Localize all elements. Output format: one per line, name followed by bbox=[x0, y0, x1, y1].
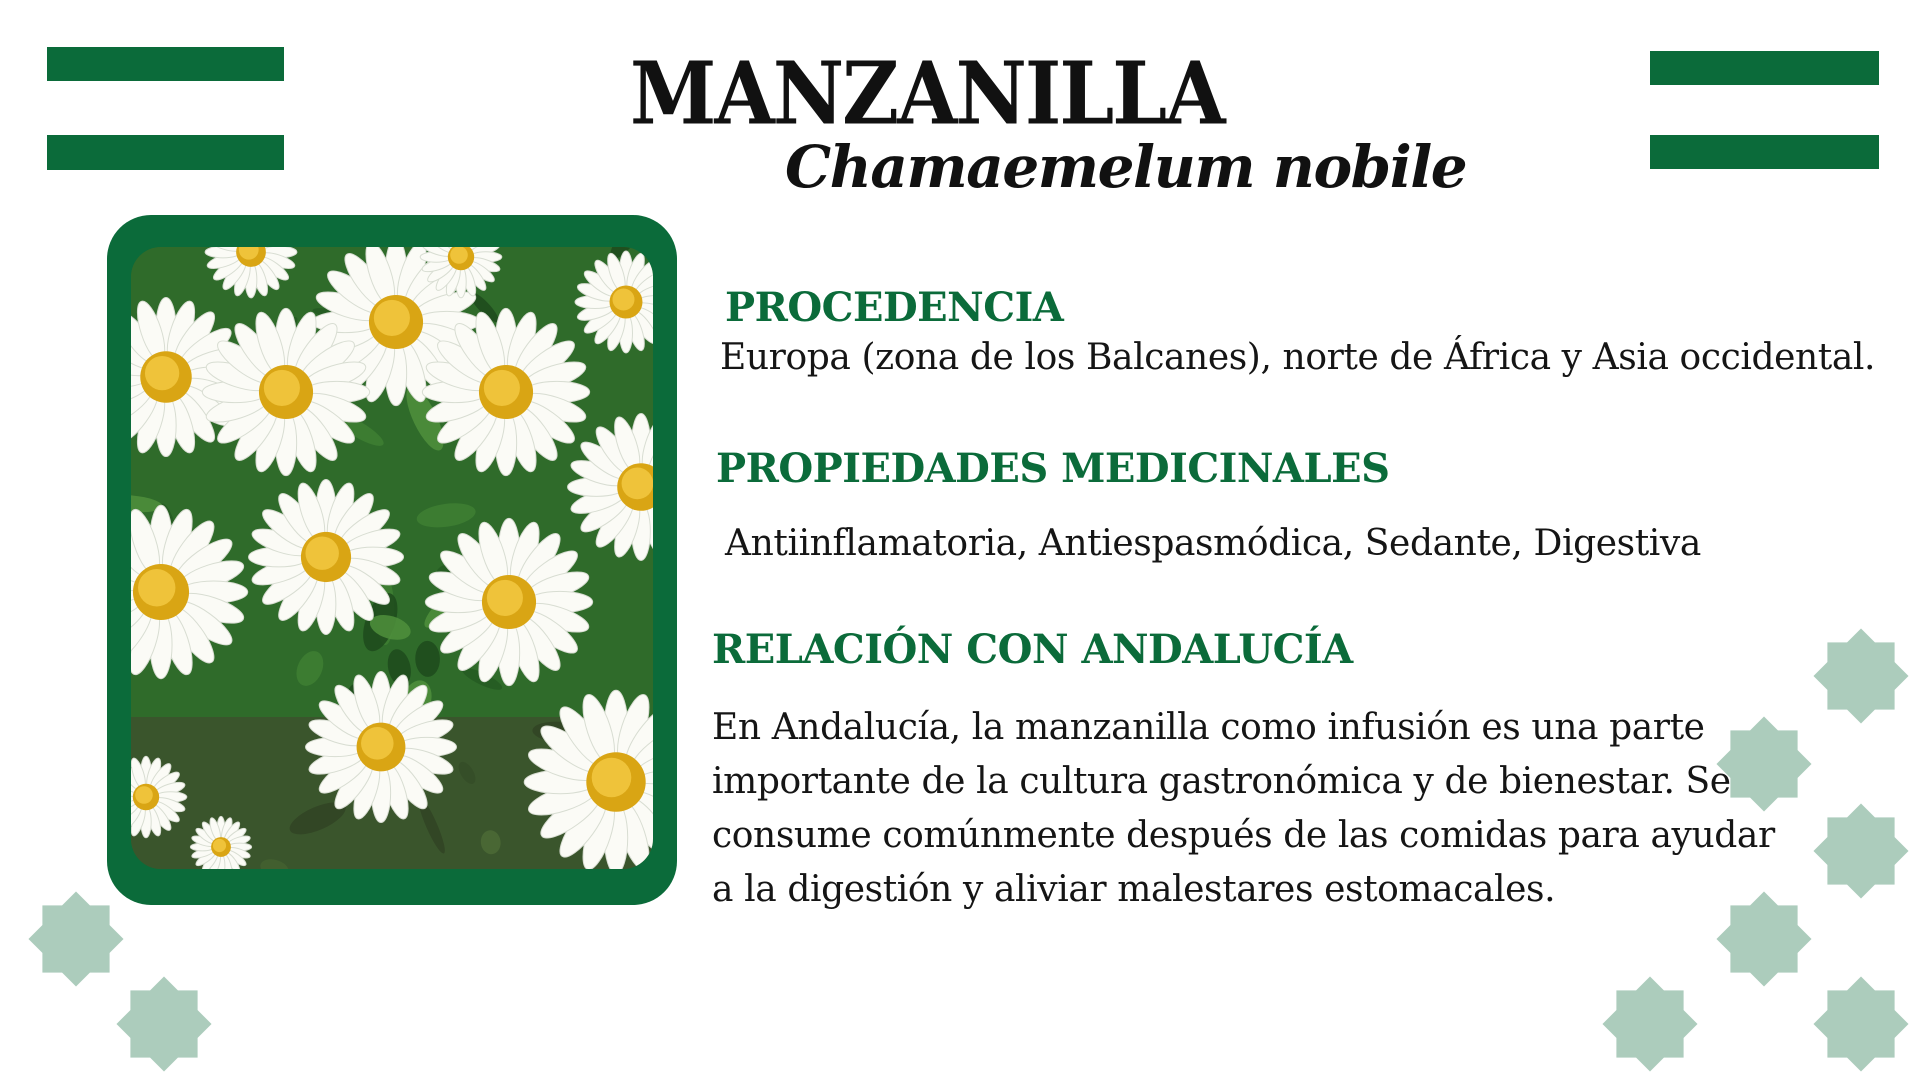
eight-point-star-icon bbox=[1708, 708, 1820, 820]
scientific-name: Chamaemelum nobile bbox=[785, 138, 1466, 196]
propiedades-text: Antiinflamatoria, Antiespasmódica, Sedante, Digestiva bbox=[725, 517, 1701, 571]
propiedades-heading: PROPIEDADES MEDICINALES bbox=[716, 449, 1389, 489]
flag-stripe-left-top bbox=[47, 47, 284, 81]
flag-stripe-right-top bbox=[1650, 51, 1879, 85]
eight-point-star-icon bbox=[1805, 795, 1917, 907]
eight-point-star-icon bbox=[1805, 968, 1917, 1080]
eight-point-star-icon bbox=[1594, 968, 1706, 1080]
image-frame bbox=[107, 215, 677, 905]
chamomile-flowers-illustration bbox=[131, 247, 653, 869]
page-title: MANZANILLA bbox=[630, 52, 1224, 138]
eight-point-star-icon bbox=[1708, 883, 1820, 995]
procedencia-text: Europa (zona de los Balcanes), norte de África y Asia occidental. bbox=[720, 331, 1875, 385]
eight-point-star-icon bbox=[108, 968, 220, 1080]
procedencia-heading: PROCEDENCIA bbox=[725, 288, 1063, 328]
flag-stripe-right-bottom bbox=[1650, 135, 1879, 169]
flag-stripe-left-bottom bbox=[47, 135, 284, 170]
relacion-heading: RELACIÓN CON ANDALUCÍA bbox=[712, 630, 1353, 670]
relacion-line: a la digestión y aliviar malestares estomacales. bbox=[712, 863, 1775, 917]
relacion-line: importante de la cultura gastronómica y de bienestar. Se bbox=[712, 755, 1775, 809]
relacion-paragraph bbox=[712, 701, 1775, 917]
relacion-line: consume comúnmente después de las comidas para ayudar bbox=[712, 809, 1775, 863]
eight-point-star-icon bbox=[1805, 620, 1917, 732]
chamomile-photo bbox=[131, 247, 653, 869]
relacion-line: En Andalucía, la manzanilla como infusión es una parte bbox=[712, 701, 1775, 755]
